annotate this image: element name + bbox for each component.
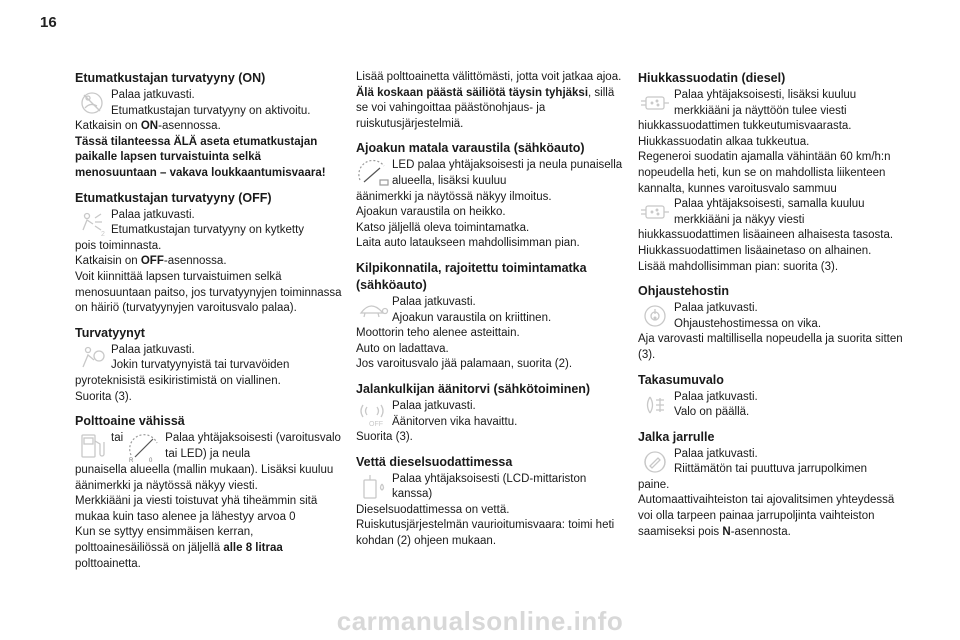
text-paragraph: Hiukkassuodattimen lisäainetaso on alhainen. — [638, 244, 872, 257]
text-line: Jokin turvatyynyistä tai turvavöiden — [111, 359, 290, 372]
svg-text:R: R — [129, 458, 134, 464]
text-paragraph: Aja varovasti maltillisella nopeudella ja suorita sitten (3). — [638, 333, 903, 361]
text-line: Riittämätön tai puuttuva jarrupolkimen — [674, 463, 868, 476]
text-paragraph: Voit kiinnittää lapsen turvaistuimen selkä menosuuntaan paitso, jos turvatyynyjen toiminnassa on häiriö (turvatyynyjen varoitusvalo palaa). — [75, 270, 342, 315]
water-in-diesel-icon — [356, 472, 390, 502]
section-title: Etumatkustajan turvatyyny (ON) — [75, 71, 266, 85]
svg-text:OFF: OFF — [369, 420, 383, 428]
column-middle — [356, 70, 626, 558]
turtle-icon — [356, 295, 390, 325]
section-title: Vettä dieselsuodattimessa — [356, 454, 513, 469]
text-paragraph: Auto on ladattava. — [356, 342, 449, 355]
text-line: Palaa jatkuvasti. — [392, 295, 476, 308]
text-line: Palaa yhtäjaksoisesti, lisäksi kuuluu merkkiääni ja näyttöön tulee viesti — [674, 89, 857, 117]
text-paragraph: Regeneroi suodatin ajamalla vähintään 60 km/h:n nopeudella heti, kun se on mahdollista liikenteen kannalta, kunnes varoitusvalo sammuu — [638, 151, 891, 195]
text-line: Valo on päällä. — [674, 406, 750, 419]
text-paragraph: Dieselsuodattimessa on vettä. — [356, 503, 510, 516]
text-paragraph: Laita auto lataukseen mahdollisimman pian. — [356, 237, 580, 250]
text-line: Palaa jatkuvasti. — [674, 302, 758, 315]
text-paragraph: Katkaisin on OFF-asennossa. — [75, 255, 227, 268]
watermark: carmanualsonline.info — [336, 606, 624, 636]
sound-off-icon — [356, 399, 390, 429]
airbag-warning-icon — [75, 343, 109, 373]
text-paragraph: Katkaisin on ON-asennossa. — [75, 120, 221, 133]
text-line: Palaa yhtäjaksoisesti (varoitusvalo tai LED) ja neula — [165, 432, 341, 460]
text-paragraph: punaisella alueella (mallin mukaan). Lisäksi kuuluu äänimerkki ja näytössä näkyy viesti. — [75, 464, 334, 492]
section-title: Ajoakun matala varaustila (sähköauto) — [356, 141, 585, 156]
text-paragraph: Moottorin teho alenee asteittain. — [356, 327, 520, 340]
section-title: Jalankulkijan äänitorvi (sähkötoiminen) — [356, 381, 591, 396]
section-fuel-continued — [356, 70, 626, 132]
text-line: Ohjaustehostimessa on vika. — [674, 317, 822, 330]
section-rear-fog-light — [638, 372, 908, 421]
text-line: LED palaa yhtäjaksoisesti ja neula punaisella alueella, lisäksi kuuluu — [392, 159, 623, 187]
section-turtle-mode — [356, 260, 626, 373]
text-line: Palaa jatkuvasti. — [392, 399, 476, 412]
text-paragraph: Jos varoitusvalo jää palamaan, suorita (2). — [356, 358, 573, 371]
section-title: Takasumuvalo — [638, 372, 724, 387]
section-airbags — [75, 325, 345, 405]
text-line: Palaa jatkuvasti. — [111, 208, 195, 221]
text-line: Etumatkustajan turvatyyny on aktivoitu. — [111, 104, 311, 117]
text-line: Äänitorven vika havaittu. — [392, 415, 518, 428]
foot-on-brake-icon — [638, 447, 672, 477]
text-paragraph: Ajoakun varaustila on heikko. — [356, 206, 506, 219]
section-particle-filter — [638, 70, 908, 275]
text-paragraph: Katso jäljellä oleva toimintamatka. — [356, 221, 530, 234]
text-paragraph: Hiukkassuodatin alkaa tukkeutua. — [638, 135, 810, 148]
section-fuel — [75, 413, 345, 572]
section-foot-on-brake — [638, 429, 908, 541]
text-line: Palaa jatkuvasti. — [111, 89, 195, 101]
section-airbag-on — [75, 70, 345, 182]
text-paragraph: Kun se syttyy ensimmäisen kerran, polttoainesäiliössä on jäljellä alle 8 litraa polttoainetta. — [75, 526, 283, 570]
power-steering-icon — [638, 301, 672, 331]
text-paragraph: Lisää mahdollisimman pian: suorita (3). — [638, 260, 839, 273]
text-paragraph: Älä koskaan päästä säiliötä täysin tyhjäksi, sillä se voi vahingoittaa päästönohjaus- ja ruiskutusjärjestelmiä. — [356, 86, 615, 130]
text-paragraph: Suorita (3). — [75, 390, 132, 403]
text-paragraph: hiukkassuodattimen tukkeutumisvaarasta. — [638, 120, 852, 133]
text-paragraph: pyroteknisistä esikiristimistä on viallinen. — [75, 374, 281, 387]
text-paragraph: äänimerkki ja näytössä näkyy ilmoitus. — [356, 190, 552, 203]
fuel-gauge-icon — [127, 431, 163, 463]
section-water-in-diesel — [356, 454, 626, 550]
section-low-charge — [356, 140, 626, 252]
text-paragraph: hiukkassuodattimen lisäaineen alhaisesta tasosta. — [638, 229, 894, 242]
section-title: Etumatkustajan turvatyyny (OFF) — [75, 190, 272, 205]
column-right — [638, 70, 908, 548]
rear-fog-light-icon — [638, 390, 672, 420]
airbag-off-icon — [75, 208, 109, 238]
svg-text:2: 2 — [101, 230, 105, 238]
section-power-steering — [638, 283, 908, 363]
text-paragraph: Lisää polttoainetta välittömästi, jotta voit jatkaa ajoa. — [356, 71, 622, 83]
text-paragraph: Ruiskutusjärjestelmän vaurioitumisvaara: toimi heti kohdan (2) ohjeen mukaan. — [356, 519, 615, 548]
text-line: Palaa jatkuvasti. — [111, 343, 195, 356]
text-line: Palaa jatkuvasti. — [674, 447, 758, 460]
text-paragraph: pois toiminnasta. — [75, 239, 162, 252]
particle-filter-icon — [638, 197, 672, 227]
section-title: Polttoaine vähissä — [75, 414, 185, 429]
section-airbag-off — [75, 190, 345, 317]
section-title: Kilpikonnatila, rajoitettu toimintamatka (sähköauto) — [356, 260, 587, 292]
text-line: Palaa jatkuvasti. — [674, 390, 758, 403]
text-line: Etumatkustajan turvatyyny on kytketty — [111, 224, 305, 237]
particle-filter-icon — [638, 88, 672, 118]
text-line: Palaa yhtäjaksoisesti, samalla kuuluu merkkiääni ja näkyy viesti — [674, 198, 865, 226]
warning-text: Tässä tilanteessa ÄLÄ aseta etumatkustajan paikalle lapsen turvaistuinta selkä menosuuntaan – vakava loukkaantumisvaara! — [75, 135, 326, 179]
text-paragraph: paine. — [638, 478, 670, 491]
text-or: tai — [111, 432, 124, 445]
section-title: Turvatyynyt — [75, 325, 145, 340]
battery-gauge-icon — [356, 158, 390, 188]
fuel-pump-icon — [75, 431, 109, 461]
page-number: 16 — [40, 14, 57, 31]
text-line: Palaa yhtäjaksoisesti (LCD-mittariston kanssa) — [392, 472, 587, 501]
text-paragraph: Merkkiääni ja viesti toistuvat yhä tiheämmin sitä mukaa kuin taso alenee ja lähestyy arvoa 0 — [75, 495, 318, 523]
section-title: Jalka jarrulle — [638, 429, 715, 444]
text-line: Ajoakun varaustila on kriittinen. — [392, 311, 552, 324]
text-paragraph: Suorita (3). — [356, 431, 413, 444]
section-pedestrian-sound — [356, 381, 626, 446]
section-title: Hiukkassuodatin (diesel) — [638, 71, 786, 85]
text-paragraph: Automaattivaihteiston tai ajovalitsimen yhteydessä voi olla tarpeen painaa jarrupoljinta vaihteiston saamiseksi pois N-asennosta. — [638, 494, 895, 538]
airbag-on-icon — [75, 88, 109, 118]
svg-text:0: 0 — [149, 458, 153, 464]
section-title: Ohjaustehostin — [638, 284, 729, 299]
column-left — [75, 70, 345, 580]
